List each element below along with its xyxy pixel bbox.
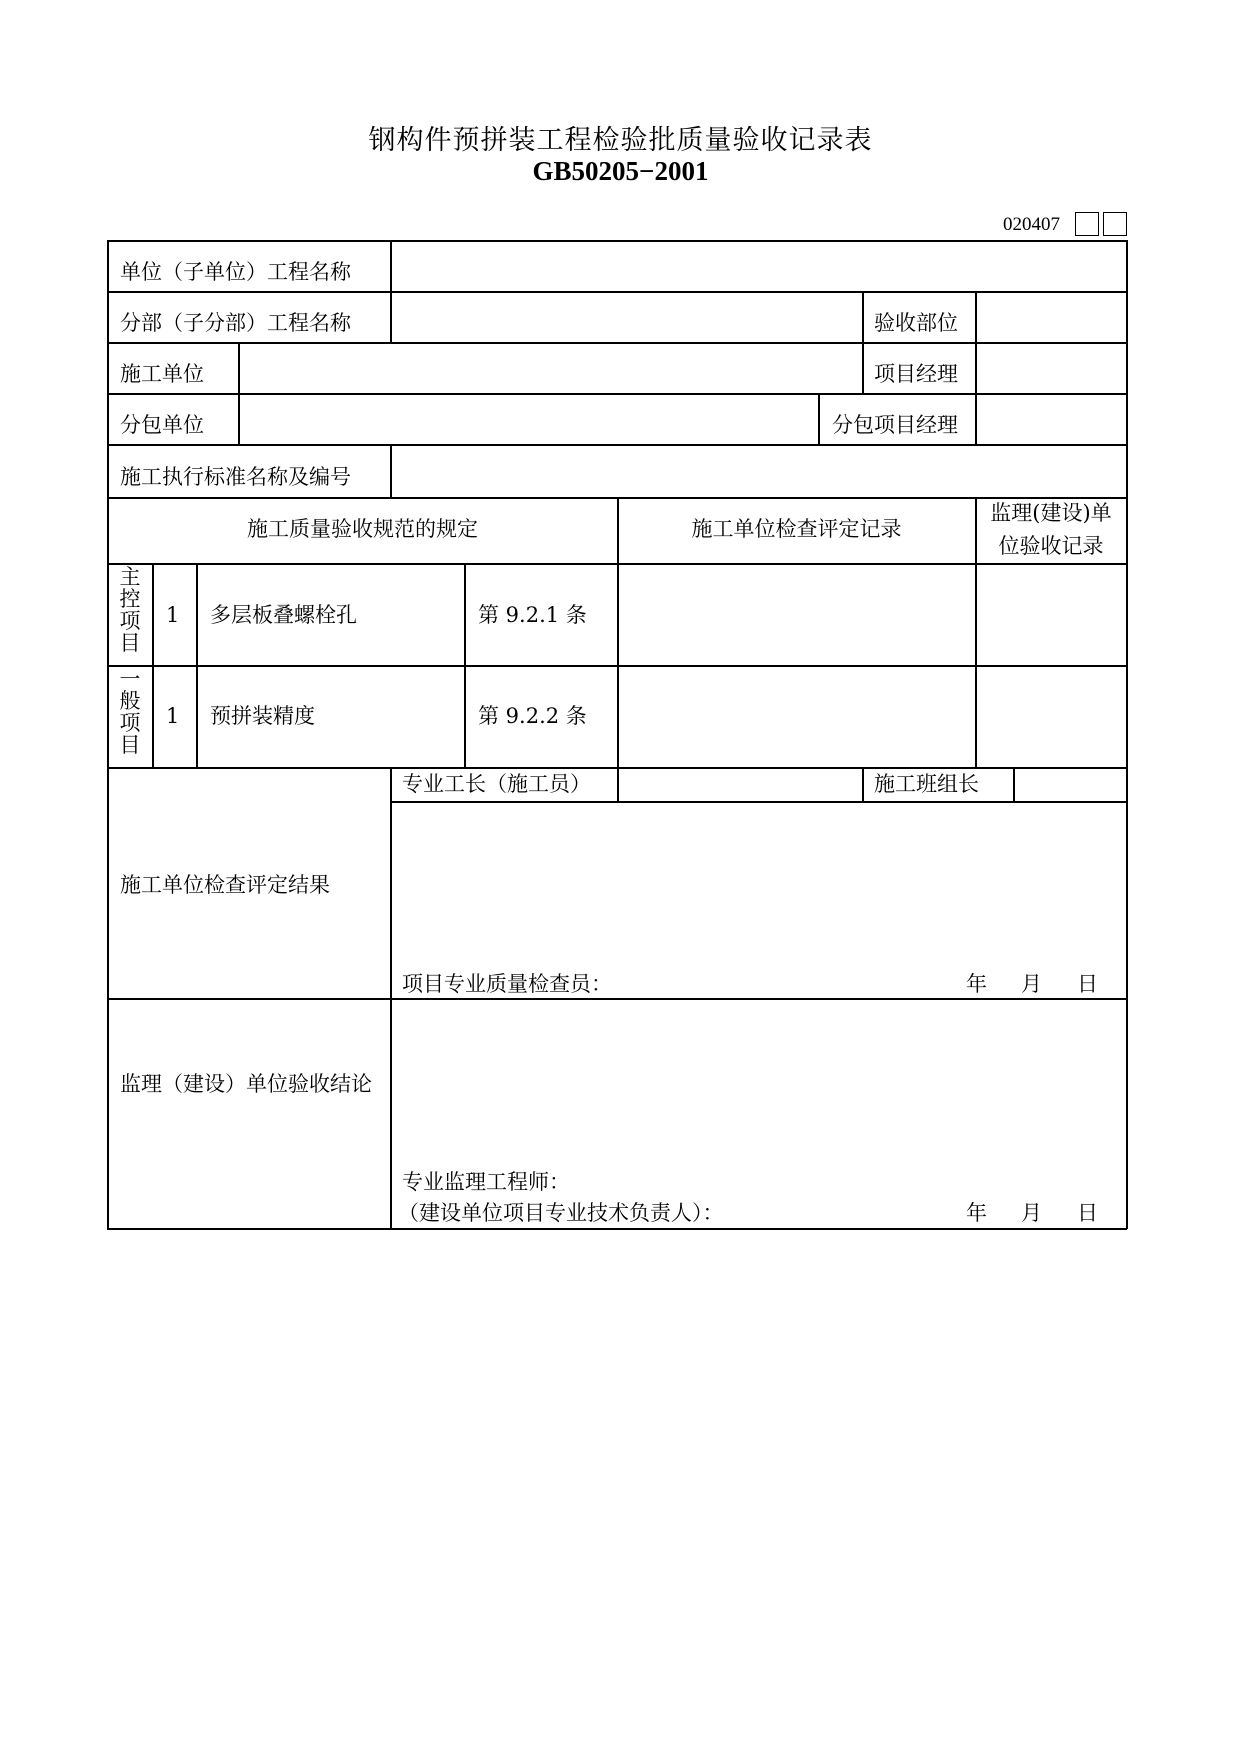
year-label: 年 <box>966 972 987 996</box>
standard-name-label: 施工执行标准名称及编号 <box>120 465 351 489</box>
subcontract-manager-label: 分包项目经理 <box>832 413 958 437</box>
check-record-header: 施工单位检查评定记录 <box>691 517 902 541</box>
code-box-1[interactable] <box>1075 212 1099 236</box>
unit-project-name-label: 单位（子单位）工程名称 <box>120 260 351 284</box>
code-box-2[interactable] <box>1103 212 1127 236</box>
month-label: 月 <box>1021 1201 1042 1225</box>
standard-code: GB50205−2001 <box>532 156 709 186</box>
item-clause: 第 9.2.2 条 <box>478 704 587 728</box>
item-number: 1 <box>166 704 180 728</box>
construction-unit-label: 施工单位 <box>120 362 204 386</box>
month-label: 月 <box>1021 972 1042 996</box>
item-number: 1 <box>166 603 180 627</box>
item-name: 多层板叠螺栓孔 <box>210 603 357 627</box>
item-clause: 第 9.2.1 条 <box>478 603 587 627</box>
project-manager-label: 项目经理 <box>874 362 958 386</box>
team-leader-label: 施工班组长 <box>874 772 979 796</box>
supervision-conclusion-label: 监理（建设）单位验收结论 <box>120 1072 372 1096</box>
general-group-label: 一般项目 <box>119 667 141 757</box>
owner-tech-lead-label: （建设单位项目专业技术负责人）： <box>398 1201 724 1225</box>
form-title: 钢构件预拼装工程检验批质量验收记录表 <box>368 125 873 156</box>
supervision-header-line1: 监理(建设)单 <box>990 501 1112 525</box>
day-label: 日 <box>1077 1201 1098 1225</box>
day-label: 日 <box>1077 972 1098 996</box>
item-name: 预拼装精度 <box>210 704 315 728</box>
year-label: 年 <box>966 1201 987 1225</box>
sub-project-name-label: 分部（子分部）工程名称 <box>120 311 351 335</box>
supervising-engineer-label: 专业监理工程师： <box>402 1170 570 1194</box>
supervision-header-line2: 位验收记录 <box>998 534 1104 558</box>
spec-header: 施工质量验收规范的规定 <box>247 517 478 541</box>
construction-result-label: 施工单位检查评定结果 <box>120 873 330 897</box>
acceptance-location-label: 验收部位 <box>874 311 958 335</box>
quality-inspector-label: 项目专业质量检查员： <box>402 972 612 996</box>
foreman-label: 专业工长（施工员） <box>402 772 591 796</box>
main-control-group-label: 主控项目 <box>119 565 141 655</box>
form-code: 020407 <box>1003 214 1060 235</box>
subcontract-unit-label: 分包单位 <box>120 413 204 437</box>
